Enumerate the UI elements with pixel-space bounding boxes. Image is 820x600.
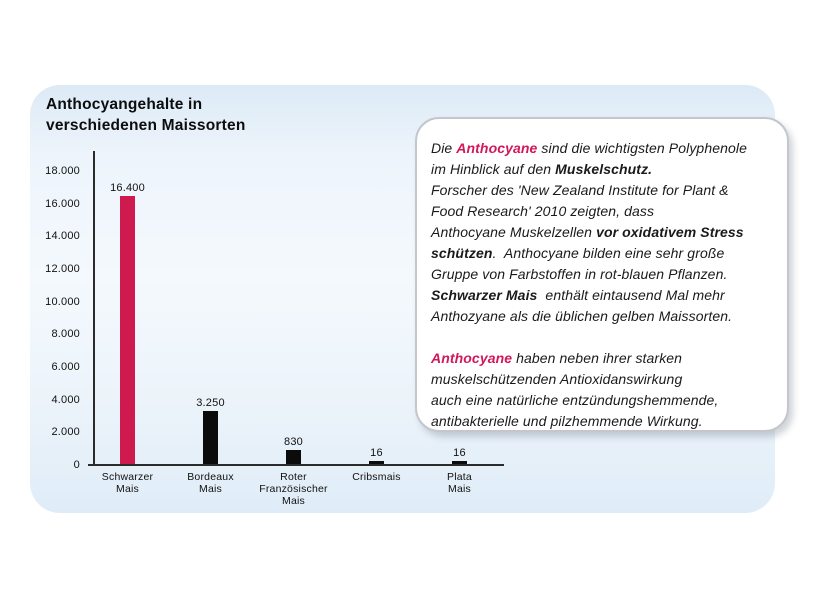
y-tick-label: 8.000 xyxy=(51,328,80,341)
infobox-text-line xyxy=(431,264,773,285)
text-span: Gruppe von Farbstoffen in rot-blauen Pflanzen. xyxy=(431,266,728,282)
category-label xyxy=(252,471,335,507)
bar xyxy=(203,411,218,464)
text-span: Die xyxy=(431,140,457,156)
text-span: Muskelschutz. xyxy=(555,161,653,177)
category-label-line: Mais xyxy=(199,483,222,495)
category-label xyxy=(335,471,418,507)
category-label-line: Plata xyxy=(447,471,472,483)
infobox-text-line xyxy=(431,285,773,306)
category-labels xyxy=(86,471,501,507)
infobox-text-line xyxy=(431,369,773,390)
bar xyxy=(120,196,135,464)
bar-slot xyxy=(169,170,252,464)
category-label-line: Mais xyxy=(116,483,139,495)
category-label-line: Schwarzer xyxy=(101,471,154,483)
infobox-text-line xyxy=(431,159,773,180)
y-tick-label: 16.000 xyxy=(45,197,80,210)
bar xyxy=(369,461,384,464)
y-tick-label: 6.000 xyxy=(51,361,80,373)
bar xyxy=(286,450,301,464)
infobox xyxy=(415,117,789,432)
text-span: vor oxidativem Stress xyxy=(596,224,744,240)
bar-value-label: 3.250 xyxy=(196,397,225,409)
bar-value-label: 16 xyxy=(453,447,466,459)
infobox-text-line xyxy=(431,348,773,369)
y-tick-label: 18.000 xyxy=(45,165,80,177)
bar xyxy=(452,461,467,464)
infobox-text-line xyxy=(431,411,773,432)
infobox-paragraph xyxy=(431,348,773,432)
category-label-line: Bordeaux xyxy=(187,471,234,483)
text-span: muskelschützenden Antioxidanswirkung xyxy=(431,371,683,387)
bar-value-label: 16 xyxy=(370,447,383,459)
y-tick-label: 12.000 xyxy=(45,263,80,275)
text-span: schützen xyxy=(431,245,493,261)
chart-title-line1: Anthocyangehalte in xyxy=(46,96,203,113)
category-label-line: Mais xyxy=(448,483,471,495)
y-tick-label: 4.000 xyxy=(51,393,80,406)
text-span: Forscher des 'New Zealand Institute for Plant & xyxy=(431,182,729,198)
category-label-line: Cribsmais xyxy=(352,471,401,483)
infobox-text-line xyxy=(431,180,773,201)
bar-value-label: 830 xyxy=(284,436,303,448)
y-tick-label: 10.000 xyxy=(45,295,80,308)
infobox-text-line xyxy=(431,222,773,243)
text-span: auch eine natürliche entzündungshemmende, xyxy=(431,392,719,408)
category-label xyxy=(86,471,169,507)
text-span: im Hinblick auf den xyxy=(431,161,556,177)
bar-slot xyxy=(86,170,169,464)
text-span: Anthozyane als die üblichen gelben Maissorten. xyxy=(431,308,733,324)
chart-title xyxy=(46,94,246,136)
infobox-text-line xyxy=(431,138,773,159)
category-label-line: Mais xyxy=(282,495,305,507)
infobox-text-line xyxy=(431,390,773,411)
text-span: sind die wichtigsten Polyphenole xyxy=(537,140,747,156)
text-span: antibakterielle und pilzhemmende Wirkung. xyxy=(431,413,703,429)
bar-slot xyxy=(335,170,418,464)
infobox-text-line xyxy=(431,201,773,222)
infobox-paragraph xyxy=(431,138,773,327)
category-label xyxy=(418,471,501,507)
text-span: Schwarzer Mais xyxy=(431,287,538,303)
text-span: Anthocyane xyxy=(456,140,538,156)
text-span: haben neben ihrer starken xyxy=(512,350,683,366)
text-span: . Anthocyane bilden eine sehr große xyxy=(492,245,725,261)
text-span: enthält eintausend Mal mehr xyxy=(537,287,725,303)
text-span: Anthocyane xyxy=(431,350,513,366)
bar-value-label: 16.400 xyxy=(110,182,145,194)
category-label xyxy=(169,471,252,507)
category-label-line: Französischer xyxy=(259,483,328,495)
text-span: Food Research' 2010 zeigten, dass xyxy=(431,203,655,219)
infobox-text-line xyxy=(431,243,773,264)
y-tick-label: 14.000 xyxy=(45,230,80,243)
infobox-text-line xyxy=(431,306,773,327)
chart-title-line2: verschiedenen Maissorten xyxy=(46,117,246,134)
bar-slot xyxy=(252,170,335,464)
x-axis-line xyxy=(88,464,504,466)
text-span: Anthocyane Muskelzellen xyxy=(431,224,597,240)
y-tick-label: 0 xyxy=(73,459,80,471)
category-label-line: Roter xyxy=(280,471,307,483)
y-tick-label: 2.000 xyxy=(51,426,80,439)
